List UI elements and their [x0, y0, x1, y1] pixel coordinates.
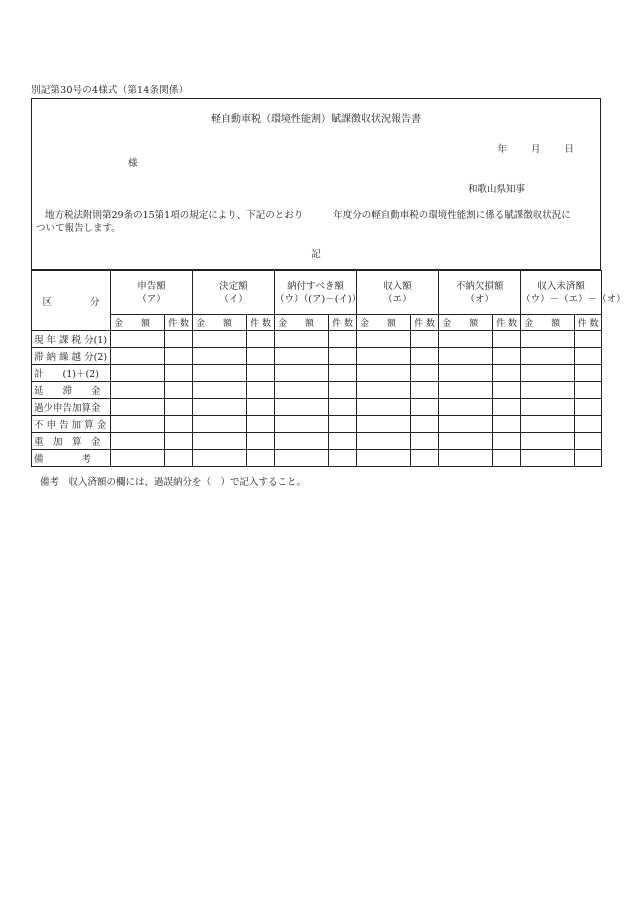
amount-cell[interactable] [275, 416, 329, 433]
count-cell[interactable] [247, 416, 275, 433]
body-text-part2: 年度分の軽自動車税の環境性能割に係る賦課徴収状況に [333, 210, 571, 221]
column-code: （ウ）－（エ）－（オ） [521, 293, 626, 305]
report-header-frame [31, 98, 601, 270]
amount-cell[interactable] [521, 382, 575, 399]
column-code: （ウ）（(ア)－(イ)） [275, 293, 362, 305]
amount-subheader-a: 金 [442, 319, 452, 329]
count-cell[interactable] [575, 450, 602, 467]
amount-cell[interactable] [521, 433, 575, 450]
amount-cell[interactable] [111, 450, 165, 467]
count-subheader: 件 数 [411, 315, 439, 331]
amount-cell[interactable] [111, 416, 165, 433]
amount-subheader-a: 金 [196, 319, 206, 329]
amount-cell[interactable] [357, 348, 411, 365]
status-table [31, 270, 626, 467]
count-cell[interactable] [493, 365, 521, 382]
count-subheader: 件 数 [247, 315, 275, 331]
amount-cell[interactable] [275, 348, 329, 365]
amount-cell[interactable] [439, 331, 493, 348]
amount-cell[interactable] [275, 382, 329, 399]
table-row [32, 331, 602, 348]
table-row [32, 348, 602, 365]
count-cell[interactable] [411, 348, 439, 365]
table-row [32, 433, 602, 450]
amount-cell[interactable] [111, 348, 165, 365]
amount-cell[interactable] [357, 331, 411, 348]
column-code: （イ） [219, 293, 248, 305]
amount-cell[interactable] [111, 433, 165, 450]
count-cell[interactable] [329, 348, 357, 365]
count-cell[interactable] [493, 416, 521, 433]
count-cell[interactable] [165, 416, 193, 433]
count-cell[interactable] [165, 365, 193, 382]
amount-cell[interactable] [193, 382, 247, 399]
amount-cell[interactable] [439, 416, 493, 433]
column-code: （エ） [383, 293, 412, 305]
count-subheader: 件 数 [493, 315, 521, 331]
row-label: 備 考 [32, 450, 111, 467]
count-cell[interactable] [411, 416, 439, 433]
amount-cell[interactable] [521, 348, 575, 365]
amount-cell[interactable] [521, 365, 575, 382]
body-text-part1: 地方税法附則第29条の15第1項の規定により、下記のとおり [45, 210, 304, 221]
count-cell[interactable] [329, 433, 357, 450]
amount-subheader-b: 額 [387, 319, 397, 329]
amount-cell[interactable] [521, 450, 575, 467]
amount-subheader-b: 額 [305, 319, 315, 329]
amount-cell[interactable] [521, 416, 575, 433]
column-header [521, 271, 626, 315]
amount-cell[interactable] [439, 399, 493, 416]
amount-cell[interactable] [439, 348, 493, 365]
count-cell[interactable] [493, 399, 521, 416]
count-cell[interactable] [411, 433, 439, 450]
amount-cell[interactable] [193, 433, 247, 450]
amount-subheader-a: 金 [524, 319, 534, 329]
count-subheader: 件 数 [575, 315, 602, 331]
row-label: 滞 納 繰 越 分(2) [32, 348, 111, 365]
remarks-note: 備考 収入済額の欄には、過誤納分を（ ）で記入すること。 [40, 477, 307, 488]
row-label: 不 申 告 加 算 金 [32, 416, 111, 433]
amount-cell[interactable] [275, 399, 329, 416]
amount-cell[interactable] [521, 399, 575, 416]
count-cell[interactable] [575, 331, 602, 348]
amount-cell[interactable] [439, 450, 493, 467]
amount-cell[interactable] [193, 348, 247, 365]
count-cell[interactable] [165, 399, 193, 416]
date-month-label: 月 [530, 144, 541, 155]
count-cell[interactable] [329, 399, 357, 416]
amount-cell[interactable] [111, 399, 165, 416]
count-cell[interactable] [493, 450, 521, 467]
count-cell[interactable] [575, 416, 602, 433]
amount-cell[interactable] [111, 382, 165, 399]
amount-cell[interactable] [193, 416, 247, 433]
amount-subheader [521, 315, 575, 331]
form-reference: 別記第30号の4様式（第14条関係） [31, 85, 189, 96]
count-cell[interactable] [247, 382, 275, 399]
column-name: 不納欠損額 [455, 280, 504, 292]
count-cell[interactable] [411, 365, 439, 382]
count-cell[interactable] [493, 348, 521, 365]
amount-subheader-a: 金 [278, 319, 288, 329]
count-cell[interactable] [247, 450, 275, 467]
table-row [32, 450, 602, 467]
amount-cell[interactable] [357, 365, 411, 382]
amount-cell[interactable] [193, 365, 247, 382]
amount-cell[interactable] [193, 331, 247, 348]
amount-subheader [357, 315, 411, 331]
column-header [193, 271, 275, 315]
count-cell[interactable] [575, 433, 602, 450]
amount-subheader-b: 額 [141, 319, 151, 329]
amount-subheader-b: 額 [551, 319, 561, 329]
category-header-a: 区 [42, 296, 52, 308]
count-cell[interactable] [165, 433, 193, 450]
count-subheader: 件 数 [165, 315, 193, 331]
amount-cell[interactable] [357, 399, 411, 416]
count-cell[interactable] [247, 365, 275, 382]
amount-cell[interactable] [275, 450, 329, 467]
count-cell[interactable] [493, 331, 521, 348]
amount-cell[interactable] [275, 331, 329, 348]
body-text-part3: ついて報告します。 [36, 223, 121, 234]
table-row [32, 365, 602, 382]
amount-cell[interactable] [357, 416, 411, 433]
table-header-row [32, 271, 602, 315]
document-title: 軽自動車税（環境性能割）賦課徴収状況報告書 [211, 114, 421, 125]
count-cell[interactable] [165, 331, 193, 348]
amount-cell[interactable] [193, 450, 247, 467]
amount-subheader-b: 額 [469, 319, 479, 329]
amount-cell[interactable] [439, 365, 493, 382]
count-cell[interactable] [247, 399, 275, 416]
column-name: 納付すべき額 [287, 280, 344, 292]
column-name: 収入未済額 [537, 280, 585, 292]
date-day-label: 日 [564, 144, 574, 155]
count-cell[interactable] [247, 331, 275, 348]
count-cell[interactable] [411, 450, 439, 467]
date-line [497, 141, 574, 155]
table-row [32, 399, 602, 416]
column-code: （ア） [137, 293, 166, 305]
amount-cell[interactable] [439, 382, 493, 399]
date-year-label: 年 [497, 144, 507, 155]
count-cell[interactable] [165, 348, 193, 365]
row-label: 計 (1)＋(2) [32, 365, 111, 382]
amount-subheader [111, 315, 165, 331]
amount-subheader-a: 金 [114, 319, 124, 329]
column-name: 決定額 [219, 280, 248, 292]
amount-cell[interactable] [521, 331, 575, 348]
amount-cell[interactable] [357, 433, 411, 450]
count-cell[interactable] [247, 348, 275, 365]
count-cell[interactable] [575, 382, 602, 399]
amount-cell[interactable] [111, 365, 165, 382]
column-header [439, 271, 521, 315]
count-cell[interactable] [329, 331, 357, 348]
count-cell[interactable] [165, 450, 193, 467]
amount-subheader [193, 315, 247, 331]
amount-cell[interactable] [357, 450, 411, 467]
count-cell[interactable] [329, 382, 357, 399]
amount-cell[interactable] [275, 433, 329, 450]
issuer: 和歌山県知事 [467, 184, 525, 195]
amount-subheader-a: 金 [360, 319, 370, 329]
table-row [32, 416, 602, 433]
column-header [111, 271, 193, 315]
row-label: 重 加 算 金 [32, 433, 111, 450]
category-header [32, 271, 111, 331]
count-cell[interactable] [411, 382, 439, 399]
column-name: 収入額 [383, 280, 412, 292]
count-cell[interactable] [165, 382, 193, 399]
count-cell[interactable] [329, 416, 357, 433]
count-cell[interactable] [493, 433, 521, 450]
count-cell[interactable] [493, 382, 521, 399]
addressee-suffix: 様 [128, 158, 138, 169]
count-cell[interactable] [411, 399, 439, 416]
count-cell[interactable] [411, 331, 439, 348]
count-cell[interactable] [575, 399, 602, 416]
count-cell[interactable] [575, 348, 602, 365]
amount-cell[interactable] [193, 399, 247, 416]
category-header-b: 分 [90, 296, 100, 308]
ki-label: 記 [311, 249, 321, 260]
row-label: 延 滞 金 [32, 382, 111, 399]
column-name: 申告額 [137, 280, 166, 292]
column-header [357, 271, 439, 315]
amount-subheader-b: 額 [223, 319, 233, 329]
amount-subheader [275, 315, 329, 331]
amount-cell[interactable] [111, 331, 165, 348]
count-cell[interactable] [247, 433, 275, 450]
table-subheader-row [32, 315, 602, 331]
amount-cell[interactable] [275, 365, 329, 382]
amount-cell[interactable] [357, 382, 411, 399]
count-cell[interactable] [329, 365, 357, 382]
count-cell[interactable] [575, 365, 602, 382]
amount-cell[interactable] [439, 433, 493, 450]
row-label: 現 年 課 税 分(1) [32, 331, 111, 348]
table-row [32, 382, 602, 399]
row-label: 過少申告加算金 [32, 399, 111, 416]
amount-subheader [439, 315, 493, 331]
column-header [275, 271, 362, 315]
count-subheader: 件 数 [329, 315, 357, 331]
body-text [36, 209, 594, 235]
column-code: （オ） [465, 293, 494, 305]
count-cell[interactable] [329, 450, 357, 467]
